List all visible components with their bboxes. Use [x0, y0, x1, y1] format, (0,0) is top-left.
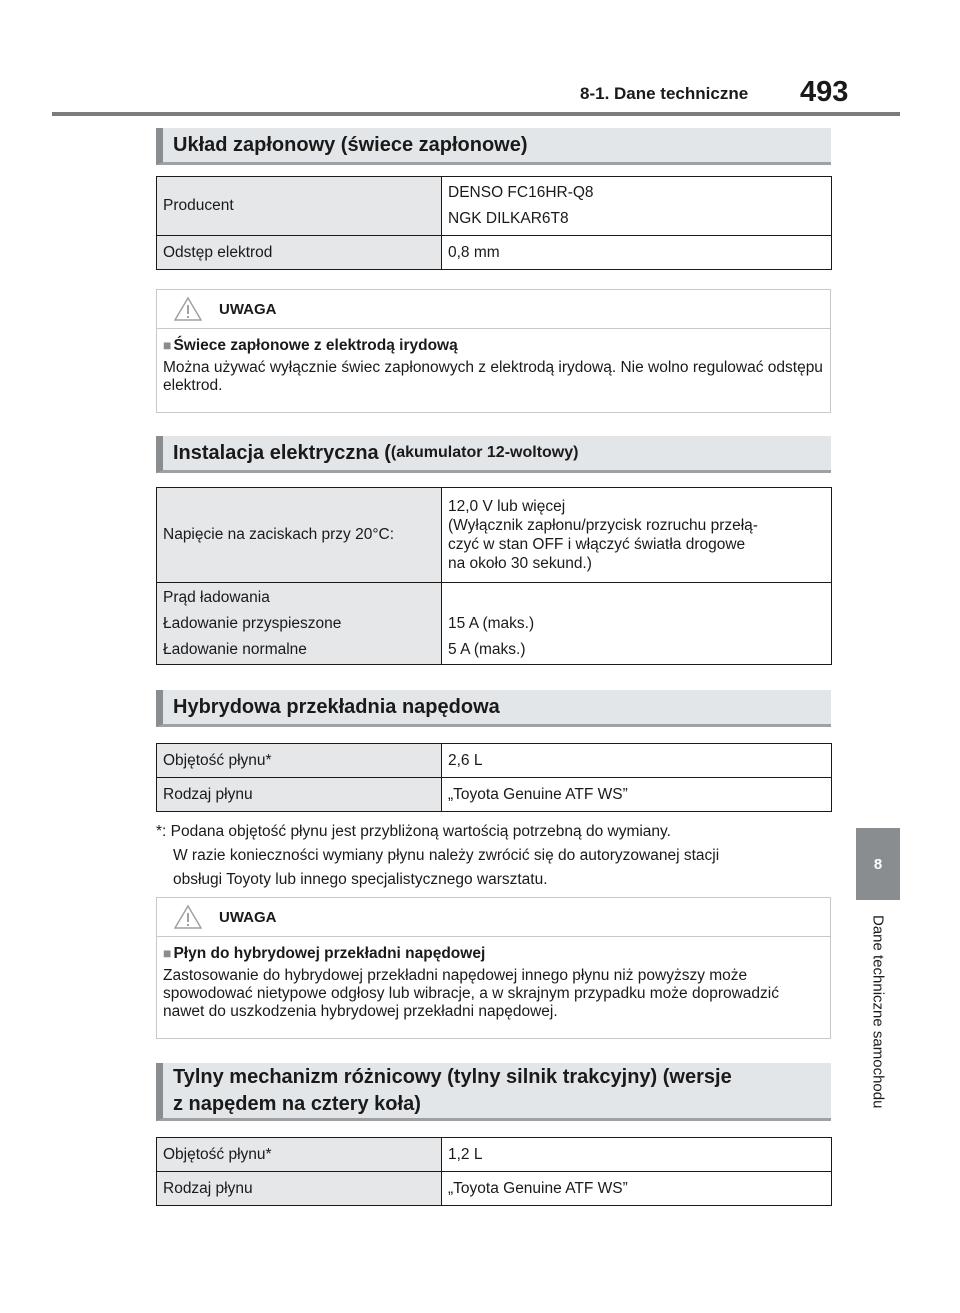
caution-header — [157, 898, 830, 937]
section-title-transmission-text: Hybrydowa przekładnia napędowa — [173, 695, 500, 718]
transmission-fluid-label: Rodzaj płynu — [157, 778, 442, 812]
ignition-gap-value: 0,8 mm — [442, 236, 832, 270]
footnote-text-1: Podana objętość płynu jest przybliżoną wartością potrzebną do wymiany. — [170, 823, 671, 840]
table-row — [157, 177, 832, 236]
section-title-ignition — [156, 128, 831, 165]
footnote-line-2: W razie konieczności wymiany płynu należy zwrócić się do autoryzowanej stacji — [173, 847, 720, 864]
charging-labels — [157, 583, 442, 665]
footnote-line-1 — [156, 820, 846, 844]
square-bullet-icon: ■ — [163, 337, 172, 353]
section-title-electrical — [156, 436, 831, 473]
footnote-line-3: obsługi Toyoty lub innego specjalistycznego warsztatu. — [173, 871, 548, 888]
caution-text: Zastosowanie do hybrydowej przekładni napędowej innego płynu niż powyższy może spowodować nietypowe odgłosy lub wibracje, a w skrajnym przypadku może doprowadzić nawet do uszkodzenia hybrydowej przekładni napędowej. — [163, 967, 779, 1020]
page-number: 493 — [800, 76, 849, 108]
section-title-electrical-small: (akumulator 12-woltowy) — [390, 444, 579, 461]
electrical-table — [156, 487, 832, 665]
caution-subheading — [163, 945, 824, 963]
section-title-transmission — [156, 690, 831, 727]
table-row — [157, 583, 832, 665]
section-title-differential — [156, 1063, 831, 1121]
transmission-volume-value: 2,6 L — [442, 744, 832, 778]
differential-fluid-label: Rodzaj płynu — [157, 1172, 442, 1206]
table-row — [157, 1138, 832, 1172]
section-heading: 8-1. Dane techniczne — [580, 84, 749, 103]
ignition-table — [156, 176, 832, 270]
table-row — [157, 236, 832, 270]
section-title-electrical-main: Instalacja elektryczna ( — [173, 441, 391, 464]
section-title-differential-line-1: Tylny mechanizm różnicowy (tylny silnik trakcyjny) (wersje — [173, 1065, 732, 1088]
transmission-volume-label: Objętość płynu* — [157, 744, 442, 778]
table-row — [157, 488, 832, 583]
differential-table — [156, 1137, 832, 1206]
charging-label-3: Ładowanie normalne — [163, 640, 307, 658]
charging-label-1: Prąd ładowania — [163, 588, 270, 606]
table-row — [157, 778, 832, 812]
section-title-differential-line-2: z napędem na cztery koła) — [173, 1092, 421, 1115]
transmission-fluid-value: „Toyota Genuine ATF WS” — [442, 778, 832, 812]
caution-text: Można używać wyłącznie świec zapłonowych z elektrodą irydową. Nie wolno regulować odstępu elektrod. — [163, 359, 823, 394]
footnote — [156, 820, 846, 892]
footnote-marker: *: — [156, 823, 167, 840]
voltage-value: 12,0 V lub więcej (Wyłącznik zapłonu/przycisk rozruchu przełą- czyć w stan OFF i włączyć światła drogowe na około 30 sekund.) — [442, 488, 832, 583]
charging-values — [442, 583, 832, 665]
charging-label-2: Ładowanie przyspieszone — [163, 614, 342, 632]
chapter-label-text: Dane techniczne samochodu — [869, 915, 887, 1109]
chapter-tab[interactable] — [856, 828, 900, 900]
caution-box-transmission — [156, 897, 831, 1039]
ignition-producer-values — [442, 177, 832, 236]
square-bullet-icon: ■ — [163, 945, 172, 961]
ignition-producer-value-1: DENSO FC16HR-Q8 — [448, 184, 594, 201]
caution-label: UWAGA — [219, 300, 277, 318]
section-title-ignition-text: Układ zapłonowy (świece zapłonowe) — [173, 133, 528, 156]
caution-subheading-text: Płyn do hybrydowej przekładni napędowej — [173, 945, 486, 962]
charging-value-2: 15 A (maks.) — [448, 614, 535, 632]
caution-header — [157, 290, 830, 329]
differential-fluid-value: „Toyota Genuine ATF WS” — [442, 1172, 832, 1206]
transmission-table — [156, 743, 832, 812]
header-divider — [52, 112, 900, 116]
warning-triangle-icon — [173, 296, 203, 322]
caution-box-spark-plugs — [156, 289, 831, 413]
ignition-gap-label: Odstęp elektrod — [157, 236, 442, 270]
charging-value-3: 5 A (maks.) — [448, 640, 526, 658]
caution-subheading-text: Świece zapłonowe z elektrodą irydową — [173, 337, 458, 354]
caution-subheading — [163, 337, 824, 355]
charging-value-1 — [448, 585, 825, 611]
ignition-producer-label: Producent — [157, 177, 442, 236]
ignition-producer-value-2: NGK DILKAR6T8 — [448, 210, 569, 227]
warning-triangle-icon — [173, 904, 203, 930]
table-row — [157, 1172, 832, 1206]
voltage-label: Napięcie na zaciskach przy 20°C: — [157, 488, 442, 583]
differential-volume-value: 1,2 L — [442, 1138, 832, 1172]
table-row — [157, 744, 832, 778]
differential-volume-label: Objętość płynu* — [157, 1138, 442, 1172]
caution-label: UWAGA — [219, 908, 277, 926]
chapter-number: 8 — [873, 855, 883, 873]
